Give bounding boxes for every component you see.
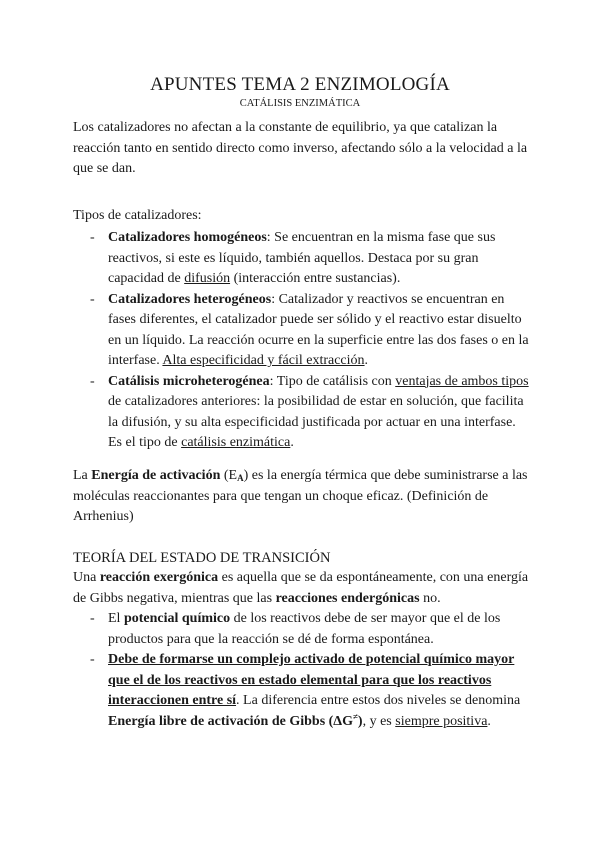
underlined-ventajas: ventajas de ambos tipos [395,373,529,389]
underlined-difusion: difusión [184,271,231,286]
teoria-intro: Una reacción exergónica es aquella que se da espontáneamente, con una energía de Gibbs negativa, mientras que las reacciones endergónicas no. [73,570,529,606]
document-subtitle: CATÁLISIS ENZIMÁTICA [239,98,361,109]
list-item: - Catalizadores homogéneos: Se encuentran en la misma fase que sus reactivos, si este es líquido, también aquellos. Destaca por su gran capacidad de difusión (interacción entre sustancias). [73,228,533,290]
underlined-especificidad: Alta especificidad y fácil extracción [162,353,365,368]
term-energia-activacion: Energía de activación [91,468,221,483]
term-exergonica: reacción exergónica [99,570,219,585]
tipos-list [73,228,533,454]
teoria-heading: TEORÍA DEL ESTADO DE TRANSICIÓN [73,550,331,566]
term-homogeneos: Catalizadores homogéneos [108,230,267,245]
list-item: - Debe de formarse un complejo activado de potencial químico mayor que el de los reactivos en estado elemental para que los reactivos interaccionen entre sí. La diferencia entre estos dos niveles se denomina Energía libre de activación de Gibbs (ΔG≠), y es siempre positiva. [73,650,533,732]
underlined-catalisis-enzimatica: catálisis enzimática [181,435,291,450]
underlined-siempre-positiva: siempre positiva [395,713,488,729]
term-potencial-quimico: potencial químico [123,611,231,626]
underlined-complejo-activado: Debe de formarse un complejo activado de potencial químico mayor que el de los reactivos en estado elemental para que los reactivos interaccionen entre sí [108,652,515,708]
teoria-list [73,609,533,732]
tipos-heading: Tipos de catalizadores: [73,208,202,223]
document-title: APUNTES TEMA 2 ENZIMOLOGÍA [150,74,450,95]
term-heterogeneos: Catalizadores heterogéneos [108,291,272,307]
list-item: - El potencial químico de los reactivos debe de ser mayor que el de los productos para que la reacción se dé de forma espontánea. [73,609,533,650]
activacion-paragraph: La Energía de activación $(E_A)$ es la energía térmica que debe suministrarse a las moléculas reaccionantes para que tengan un choque eficaz. (Definición de Arrhenius) [73,468,528,524]
intro-paragraph: Los catalizadores no afectan a la constante de equilibrio, ya que catalizan la reacción tanto en sentido directo como inverso, afectando sólo a la velocidad a la que se dan. [73,120,528,176]
term-microheterogenea: Catálisis microheterogénea [108,373,270,389]
list-item: - Catalizadores heterogéneos: Catalizador y reactivos se encuentran en fases diferentes, el catalizador puede ser sólido y el reactivo estar disuelto en un líquido. La reacción ocurre en la superficie entre las dos fases o en la interfase. Alta especificidad y fácil extracción. [73,290,533,372]
list-item: - Catálisis microheterogénea: Tipo de catálisis con ventajas de ambos tipos de catalizadores anteriores: la posibilidad de estar en solución, que facilita la difusión, y su alta especificidad justificada por actuar en una interfase. Es el tipo de catálisis enzimática. [73,372,533,454]
term-energia-libre-gibbs: Energía libre de activación de Gibbs (ΔG≠) [108,710,363,729]
term-endergonicas: reacciones endergónicas [275,590,420,606]
